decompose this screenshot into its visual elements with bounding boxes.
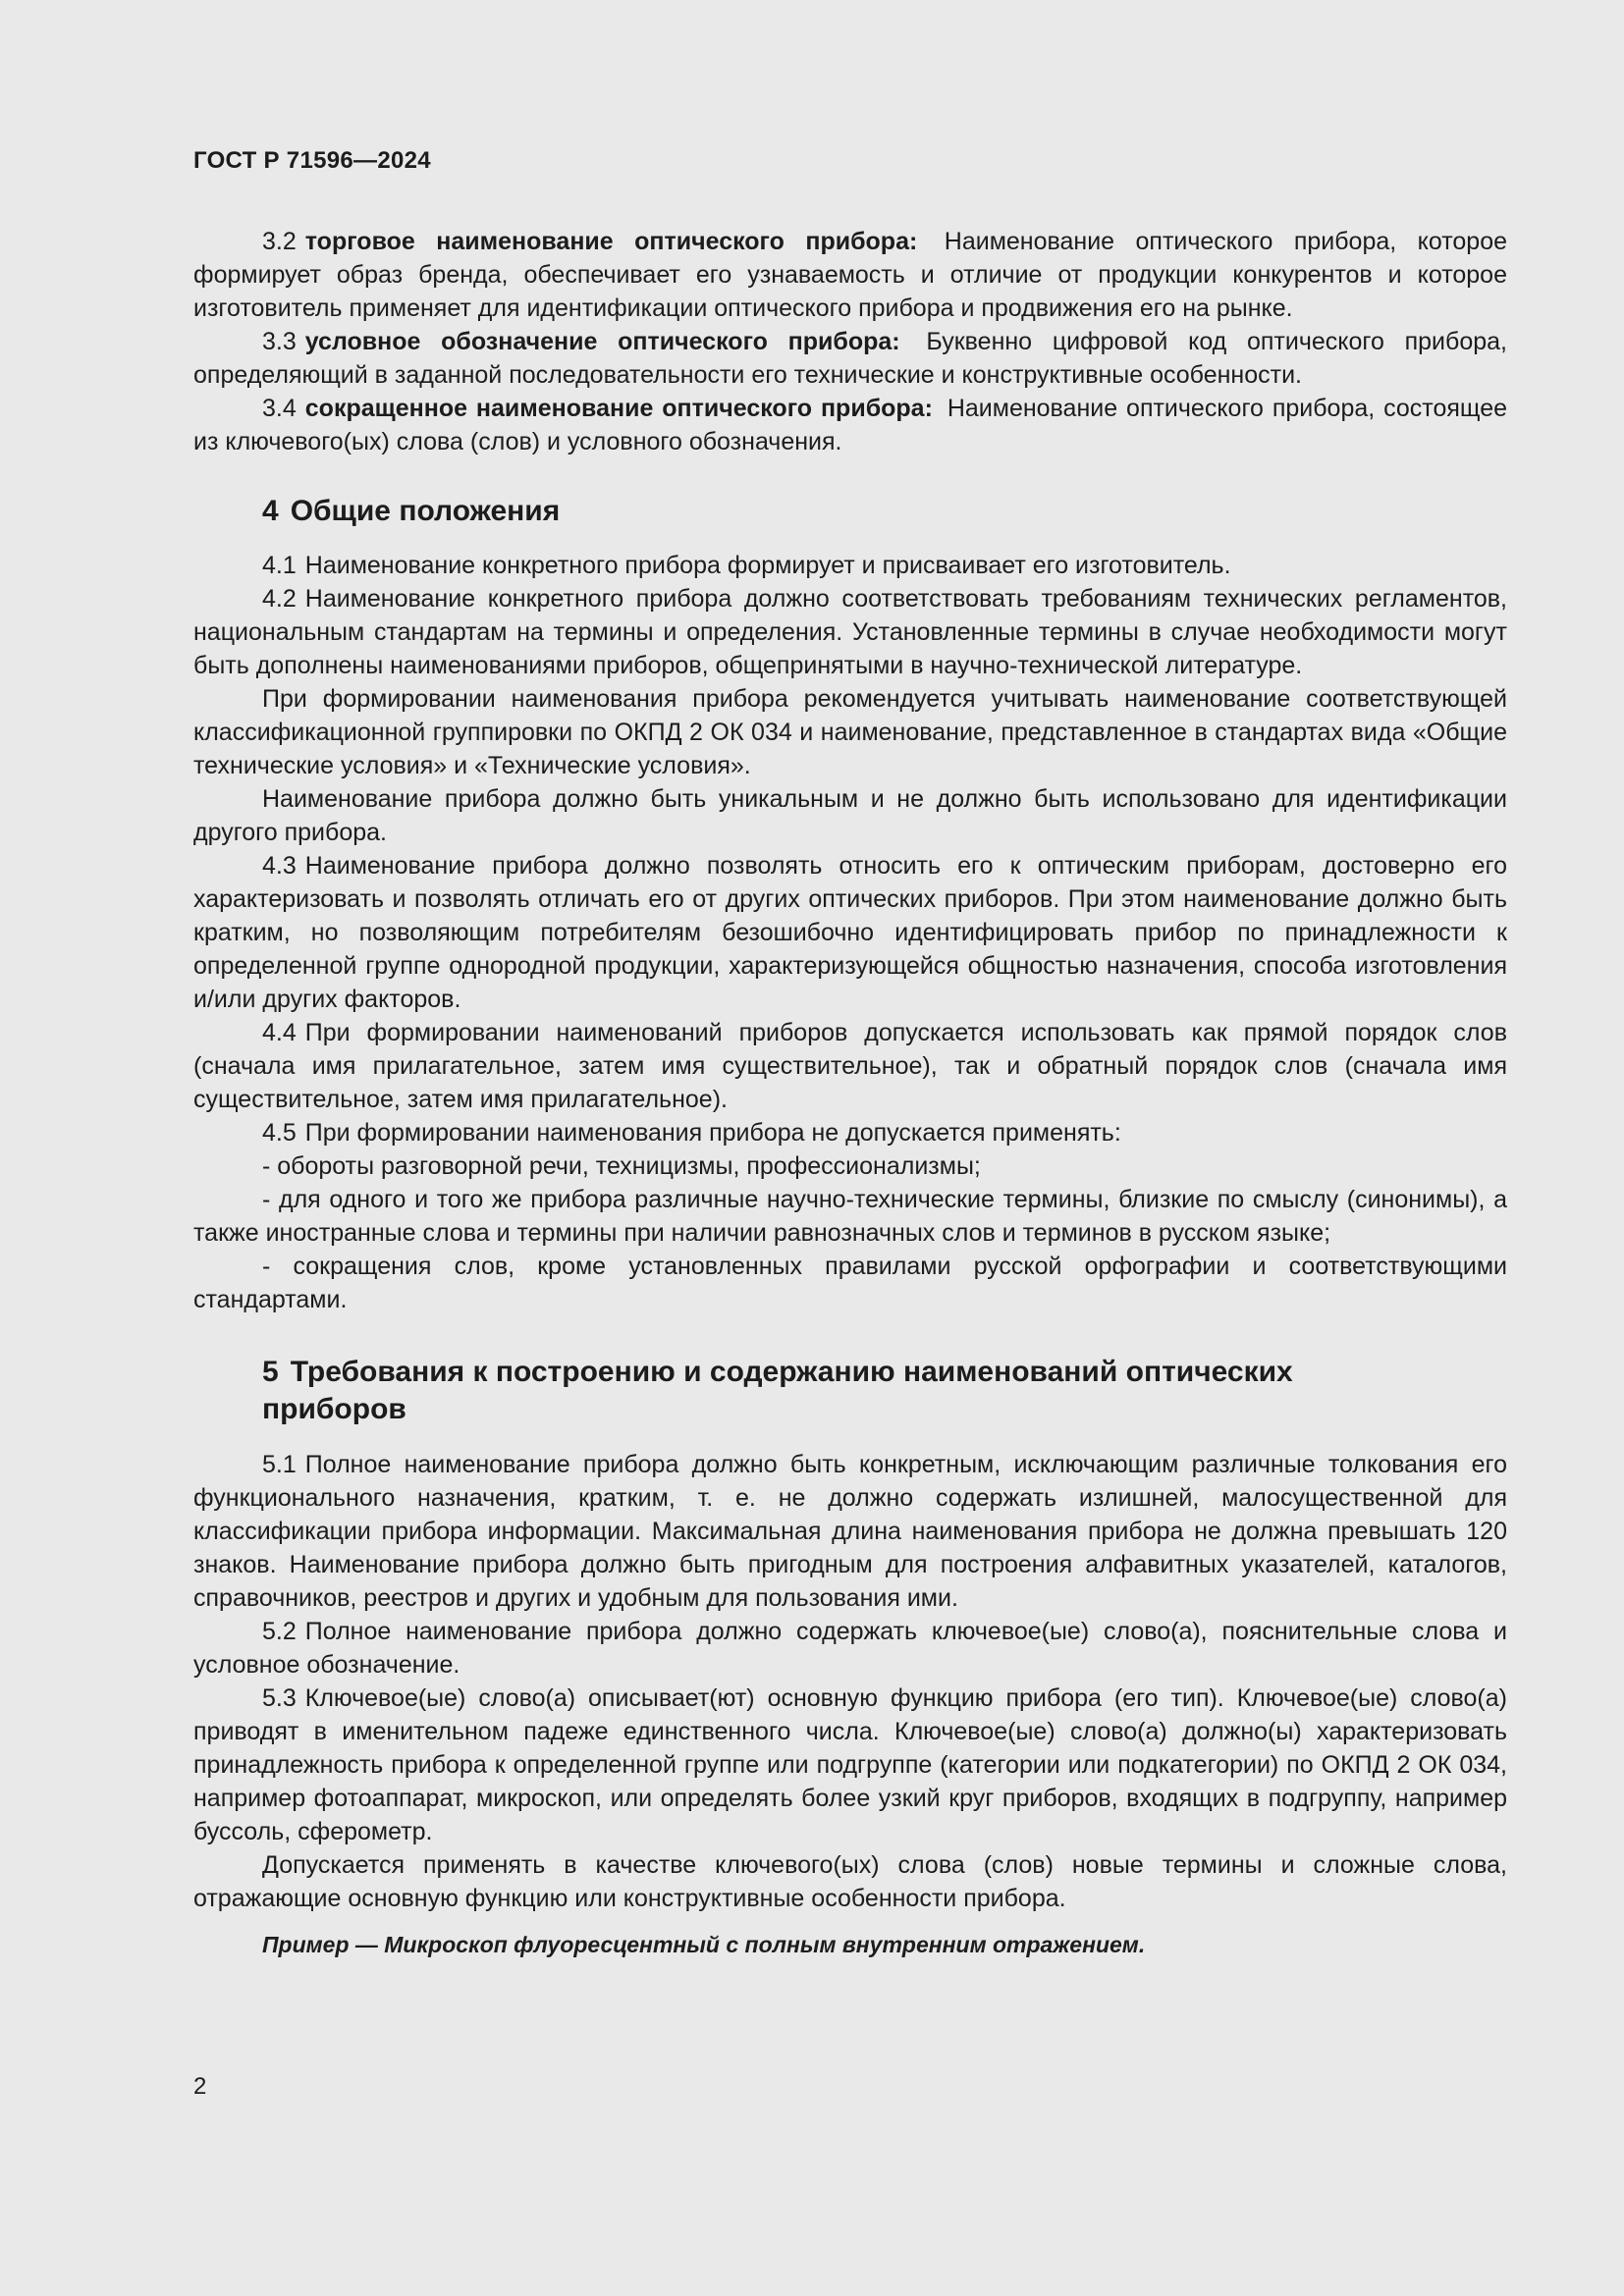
clause-number: 5.2 — [262, 1618, 297, 1645]
clause-5-3 — [193, 1682, 1507, 1848]
clause-number: 4.2 — [262, 585, 297, 613]
list-item-text: - сокращения слов, кроме установленных правилами русской орфографии и соответствующими стандартами. — [193, 1253, 1507, 1313]
section-number: 5 — [262, 1356, 279, 1388]
clause-text: Наименование конкретного прибора должно соответствовать требованиям технических регламентов, национальным стандартам на термины и определения. Установленные термины в случае необходимости могут быть дополнены наименованиями приборов, общепринятыми в научно-технической литературе. — [193, 585, 1507, 679]
definition-3-2 — [193, 225, 1507, 325]
clause-5-2 — [193, 1615, 1507, 1682]
clause-4-2-paragraph-2 — [193, 682, 1507, 782]
clause-text: Допускается применять в качестве ключевого(ых) слова (слов) новые термины и сложные слова, отражающие основную функцию или конструктивные особенности прибора. — [193, 1851, 1507, 1912]
clause-number: 5.3 — [262, 1684, 297, 1712]
clause-number: 3.4 — [262, 395, 297, 422]
clause-text: Наименование прибора должно позволять относить его к оптическим приборам, достоверно его характеризовать и позволять отличать его от других оптических приборов. При этом наименование должно быть кратким, но позволяющим потребителям безошибочно идентифицировать прибор по принадлежности к определенной группе однородной продукции, характеризующейся общностью назначения, способа изготовления и/или других факторов. — [193, 852, 1507, 1013]
clause-text: При формировании наименований приборов допускается использовать как прямой порядок слов (сначала имя прилагательное, затем имя существительное), так и обратный порядок слов (сначала имя существительное, затем имя прилагательное). — [193, 1019, 1507, 1113]
clause-5-1 — [193, 1448, 1507, 1615]
document-body — [193, 225, 1507, 1961]
clause-number: 3.3 — [262, 328, 297, 355]
definition-3-3 — [193, 325, 1507, 392]
clause-text: При формировании наименования прибора не допускается применять: — [304, 1119, 1121, 1147]
clause-text: Наименование конкретного прибора формирует и присваивает его изготовитель. — [304, 552, 1231, 579]
definition-text: Наименование оптического прибора, которое формирует образ бренда, обеспечивает его узнаваемость и отличие от продукции конкурентов и которое изготовитель применяет для идентификации оптического прибора и продвижения его на рынке. — [193, 228, 1508, 322]
clause-text: Наименование прибора должно быть уникальным и не должно быть использовано для идентификации другого прибора. — [193, 785, 1507, 846]
section-title-line-1: Требования к построению и содержанию наименований оптических — [290, 1356, 1293, 1388]
clause-number: 4.5 — [262, 1119, 297, 1147]
section-5-heading — [193, 1354, 1507, 1428]
section-title-line-2: приборов — [262, 1393, 406, 1425]
clause-4-5 — [193, 1116, 1507, 1149]
definition-text: Наименование оптического прибора, состоящее из ключевого(ых) слова (слов) и условного обозначения. — [193, 395, 1508, 455]
clause-5-3-paragraph-2 — [193, 1848, 1507, 1915]
clause-4-2 — [193, 582, 1507, 682]
list-item — [193, 1183, 1507, 1250]
clause-4-4 — [193, 1016, 1507, 1116]
clause-text: При формировании наименования прибора рекомендуется учитывать наименование соответствующей классификационной группировки по ОКПД 2 ОК 034 и наименование, представленное в стандартах вида «Общие технические условия» и «Технические условия». — [193, 685, 1507, 779]
clause-number: 4.4 — [262, 1019, 297, 1046]
clause-text: Полное наименование прибора должно быть конкретным, исключающим различные толкования его функционального назначения, кратким, т. е. не должно содержать излишней, малосущественной для классификации прибора информации. Максимальная длина наименования прибора не должна превышать 120 знаков. Наименование прибора должно быть пригодным для построения алфавитных указателей, каталогов, справочников, реестров и других и удобным для пользования ими. — [193, 1451, 1507, 1612]
term: сокращенное наименование оптического прибора: — [304, 395, 933, 422]
definition-text: Буквенно цифровой код оптического прибора, определяющий в заданной последовательности его технические и конструктивные особенности. — [193, 328, 1507, 389]
clause-number: 3.2 — [262, 228, 297, 255]
example-note: Пример — Микроскоп флуоресцентный с полным внутренним отражением. — [262, 1932, 1146, 1957]
list-item — [193, 1149, 1507, 1183]
definition-3-4 — [193, 392, 1507, 458]
clause-text: Полное наименование прибора должно содержать ключевое(ые) слово(а), пояснительные слова и условное обозначение. — [193, 1618, 1507, 1679]
list-item-text: - для одного и того же прибора различные научно-технические термины, близкие по смыслу (синонимы), а также иностранные слова и термины при наличии равнозначных слов и терминов в русском языке; — [193, 1186, 1507, 1247]
list-item — [193, 1250, 1507, 1316]
section-4-heading — [193, 493, 1507, 530]
term: торговое наименование оптического прибора: — [304, 228, 918, 255]
clause-number: 4.3 — [262, 852, 297, 880]
clause-text: Ключевое(ые) слово(а) описывает(ют) основную функцию прибора (его тип). Ключевое(ые) слово(а) приводят в именительном падеже единственного числа. Ключевое(ые) слово(а) должно(ы) характеризовать принадлежность прибора к определенной группе или подгруппе (категории или подкатегории) по ОКПД 2 ОК 034, например фотоаппарат, микроскоп, или определять более узкий круг приборов, входящих в подгруппу, например буссоль, сферометр. — [193, 1684, 1507, 1845]
clause-4-1 — [193, 549, 1507, 582]
clause-number: 4.1 — [262, 552, 297, 579]
term: условное обозначение оптического прибора: — [304, 328, 900, 355]
clause-number: 5.1 — [262, 1451, 297, 1478]
list-item-text: - обороты разговорной речи, техницизмы, профессионализмы; — [262, 1152, 981, 1180]
clause-4-3 — [193, 849, 1507, 1016]
section-number: 4 — [262, 495, 279, 527]
page-number: 2 — [193, 2073, 207, 2100]
document-header: ГОСТ Р 71596—2024 — [193, 147, 431, 174]
clause-4-2-paragraph-3 — [193, 782, 1507, 849]
section-title: Общие положения — [290, 495, 561, 527]
